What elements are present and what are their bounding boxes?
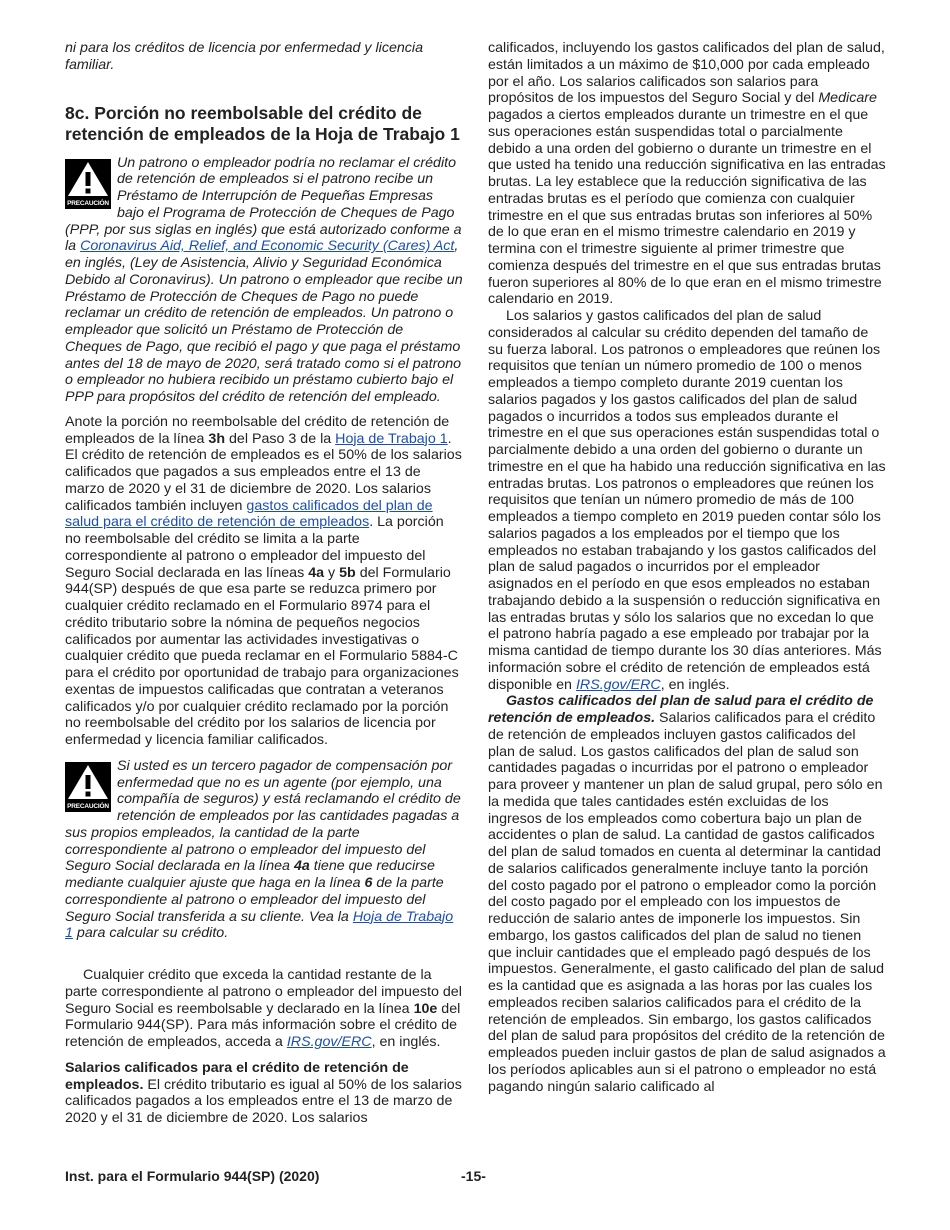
paragraph-qualified-wages-cont: calificados, incluyendo los gastos calificados del plan de salud, están limitados a un máximo de $10,000 por cada empleado por el año. Los salarios calificados son salarios para propósitos de los impuestos del Seguro Social y del Medicare pagados a ciertos empleados durante un trimestre en el que sus operaciones están suspendidas total o parcialmente debido a una orden del gobierno o durante un trimestre en el que usted ha tenido una reducción significativa en las entradas brutas. La ley establece que la reducción significativa de las entradas brutas es el período que comienza con cualquier trimestre en el que sus entradas brutas son inferiores al 50% de lo que eran en el mismo trimestre calendario en 2019 y termina con el trimestre siguiente al primer trimestre que comienza después del trimestre en el que sus entradas brutas fueron superiores al 80% de lo que eran en el mismo trimestre calendario en 2019. (488, 40, 886, 308)
paragraph-workforce-size: Los salarios y gastos calificados del plan de salud considerados al calcular su crédito dependen del tamaño de su fuerza laboral. Los patronos o empleadores que reúnen los requisitos que tenían un número promedio de 100 o menos empleados a tiempo completo durante 2019 cuentan los salarios pagados y los gastos calificados del plan de salud pagados o incurridos a todos sus empleados durante el trimestre en el que sus operaciones están suspendidas total o parcialmente debido a una orden del gobierno o durante un trimestre en el que ha habido una reducción significativa en las entradas brutas. Los patronos o empleadores que reúnen los requisitos que tenían un número promedio de más de 100 empleados a tiempo completo en 2019 pueden contar sólo los salarios pagados a los empleados por el tiempo que los empleados no estaban trabajando y los gastos calificados del plan de salud pagados o incurridos por el empleador asignados en el período en que esos empleados no estaban trabajando debido a la suspensión o reducción significativa en las entradas brutas y sólo los salarios que no excedan lo que el patrono habría pagado a ese empleado por trabajar por la misma cantidad de tiempo durante los 30 días anteriores. Más información sobre el crédito de retención de empleados está disponible en IRS.gov/ERC, en inglés. (488, 308, 886, 693)
page-footer (65, 1168, 885, 1186)
caution-note-ppp (65, 155, 463, 406)
caution-warning-icon (65, 159, 111, 209)
irs-erc-link[interactable]: IRS.gov/ERC (286, 1034, 372, 1050)
caution-text: Si usted es un tercero pagador de compensación por enfermedad que no es un agente (por ejemplo, una compañía de seguros) y está reclamando el crédito de retención de empleados por las cantidades pagadas a sus propios empleados, la cantidad de la parte correspondiente al patrono o empleador del impuesto del Seguro Social declarada en la línea 4a tiene que reducirse mediante cualquier ajuste que haga en la línea 6 de la parte correspondiente al patrono o empleador del impuesto del Seguro Social transferida a su cliente. Vea la Hoja de Trabajo 1 para calcular su crédito. (65, 757, 461, 942)
right-column (488, 40, 886, 1095)
run-in-heading: Salarios calificados para el crédito de retención de empleados. (65, 1059, 409, 1093)
paragraph-refundable-credit: Cualquier crédito que exceda la cantidad restante de la parte correspondiente al patrono o empleador del impuesto del Seguro Social es reembolsable y declarado en la línea 10e del Formulario 944(SP). Para más información sobre el crédito de retención de empleados, acceda a IRS.gov/ERC, en inglés. (65, 967, 462, 1050)
paragraph-health-plan-expenses: Gastos calificados del plan de salud para el crédito de retención de empleados. Salarios calificados para el crédito de retención de empleados incluyen gastos calificados del plan de salud. Los gastos calificados del plan de salud son cantidades pagadas o incurridas por el patrono o empleador para proveer y mantener un plan de salud grupal, pero sólo en la medida que tales cantidades estén excluidas de los ingresos de los empleados como cobertura bajo un plan de accidentes o plan de salud. La cantidad de gastos calificados del plan de salud tomados en cuenta al determinar la cantidad de salarios calificados generalmente incluye tanto la porción del costo pagado por el patrono o empleador como la porción del costo pagado por el empleado con los impuestos de reducción de salario antes de imponerle los impuestos. Sin embargo, los gastos calificados del plan de salud no tienen que incluir cantidades que el empleado pagó después de los impuestos. Generalmente, el gasto calificado del plan de salud es la cantidad que es asignada a las horas por las cuales los empleados reciben salarios calificados para el crédito de la retención de empleados. Sin embargo, los gastos calificados del plan de salud para propósitos del crédito de la retención de empleados pueden incluir gastos de plan de salud asignados a los períodos aplicables aun si el patrono o empleador no está pagando ningún salario calificado al (488, 693, 886, 1095)
caution-text: Un patrono o empleador podría no reclamar el crédito de retención de empleados si el patrono recibe un Préstamo de Interrupción de Pequeñas Empresas bajo el Programa de Protección de Cheques de Pago (PPP, por sus siglas en inglés) que está autorizado conforme a la Coronavirus Aid, Relief, and Economic Security (Cares) Act, en inglés, (Ley de Asistencia, Alivio y Seguridad Económica Debido al Coronavirus). Un patrono o empleador que recibe un Préstamo de Protección de Cheques de Pago no puede reclamar un crédito de retención de empleados. Un patrono o empleador que solicitó un Préstamo de Protección de Cheques de Pago, que recibió el pago y que paga el préstamo antes del 18 de mayo de 2020, será tratado como si el patrono o empleador no hubiera recibido un préstamo cubierto bajo el PPP para propósitos del crédito de retención del empleado. (65, 154, 463, 405)
footer-form-name: Inst. para el Formulario 944(SP) (2020) (65, 1168, 320, 1184)
caution-label: PRECAUCIÓN (67, 199, 109, 207)
page-number: -15- (461, 1168, 486, 1184)
run-in-heading: Gastos calificados del plan de salud para el crédito de retención de empleados. (488, 693, 874, 726)
caution-label: PRECAUCIÓN (67, 802, 109, 810)
health-plan-expenses-link[interactable]: gastos calificados del plan de salud para el crédito de retención de empleados (65, 497, 433, 531)
paragraph-qualified-wages: Salarios calificados para el crédito de retención de empleados. El crédito tributario es igual al 50% de los salarios calificados pagados a los empleados entre el 13 de marzo de 2020 y el 31 de diciembre de 2020. Los salarios (65, 1059, 462, 1126)
caution-warning-icon (65, 762, 111, 812)
section-heading-8c: 8c. Porción no reembolsable del crédito de retención de empleados de la Hoja de Trabajo 1 (65, 102, 460, 144)
irs-erc-link[interactable]: IRS.gov/ERC (575, 676, 661, 693)
intro-tail: ni para los créditos de licencia por enfermedad y licencia familiar. (65, 40, 424, 73)
worksheet-1-link[interactable]: Hoja de Trabajo 1 (335, 430, 448, 447)
left-column (65, 40, 463, 1127)
cares-act-link[interactable]: Coronavirus Aid, Relief, and Economic Security (Cares) Act (80, 238, 455, 255)
worksheet-1-link[interactable]: Hoja de Trabajo 1 (65, 908, 454, 942)
caution-note-third-party (65, 758, 463, 942)
paragraph-nonrefundable-portion: Anote la porción no reembolsable del crédito de retención de empleados de la línea 3h del Paso 3 de la Hoja de Trabajo 1. El crédito de retención de empleados es el 50% de los salarios calificados que pagados a sus empleados entre el 13 de marzo de 2020 y el 31 de diciembre de 2020. Los salarios calificados también incluyen gastos calificados del plan de salud para el crédito de retención de empleados. La porción no reembolsable del crédito se limita a la parte correspondiente al patrono o empleador del impuesto del Seguro Social declarada en las líneas 4a y 5b del Formulario 944(SP) después de que esa parte se reduzca primero por cualquier crédito reclamado en el Formulario 8974 para el crédito tributario sobre la nómina de pequeños negocios calificados por aumentar las actividades investigativas o cualquier crédito que pueda reclamar en el Formulario 5884-C para el crédito por oportunidad de trabajo para organizaciones exentas de impuestos calificadas que contratan a veteranos calificados y/o por cualquier crédito reclamado por la porción no reembolsable del crédito por los salarios de licencia por enfermedad y licencia familiar calificados. (65, 413, 462, 748)
